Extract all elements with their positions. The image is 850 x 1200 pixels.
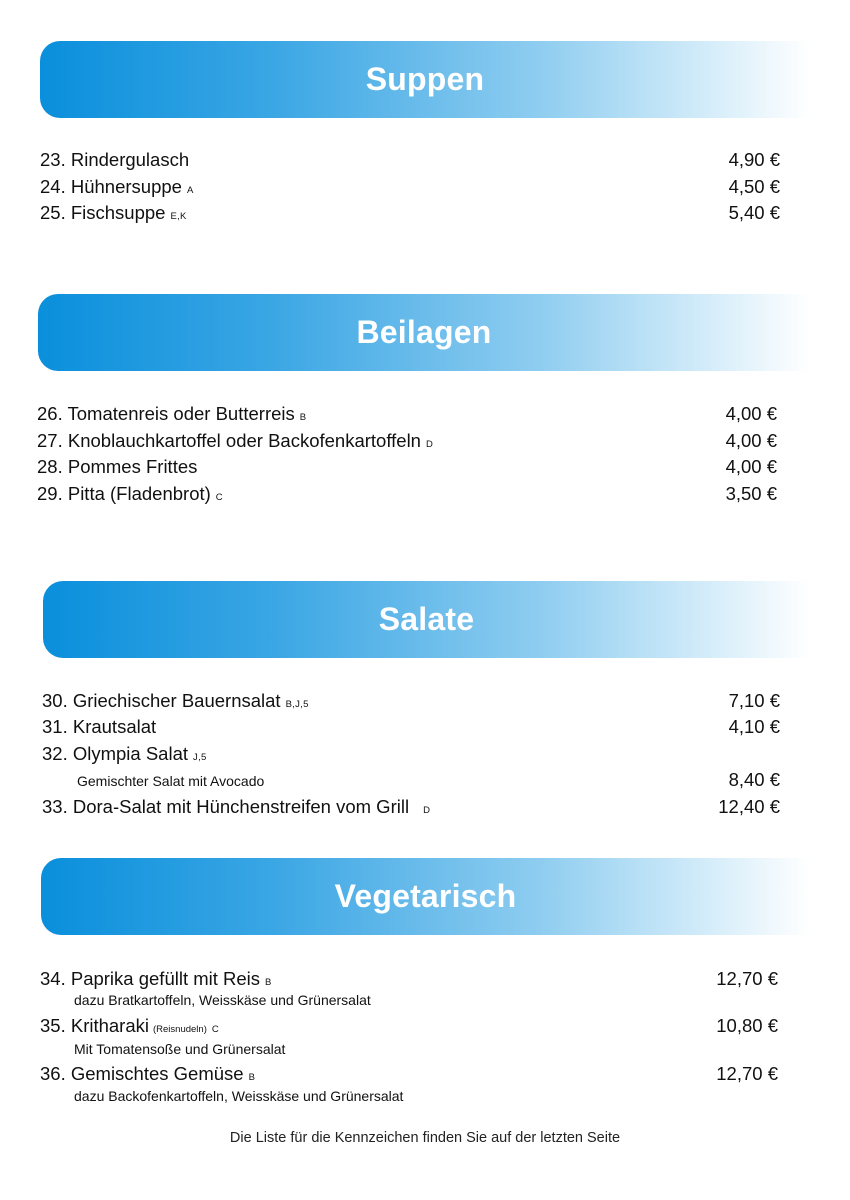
menu-item bbox=[37, 454, 777, 480]
menu-item bbox=[40, 1061, 778, 1087]
item-price: 4,00 € bbox=[725, 456, 777, 477]
menu-item bbox=[42, 714, 780, 740]
item-price: 3,50 € bbox=[725, 483, 777, 504]
item-price: 4,10 € bbox=[728, 716, 780, 737]
menu-item bbox=[40, 174, 780, 200]
item-price: 4,90 € bbox=[728, 149, 780, 170]
item-price: 5,40 € bbox=[728, 202, 780, 223]
item-name: 36. Gemischtes Gemüse bbox=[40, 1063, 244, 1084]
item-description: Mit Tomatensoße und Grünersalat bbox=[74, 1041, 286, 1057]
allergen-code: B bbox=[248, 1072, 256, 1083]
item-note: (Reisnudeln) bbox=[153, 1024, 207, 1035]
item-name: 27. Knoblauchkartoffel oder Backofenkartoffeln bbox=[37, 430, 421, 451]
item-name: 34. Paprika gefüllt mit Reis bbox=[40, 968, 261, 989]
menu-item bbox=[42, 688, 780, 714]
allergen-code: E,K bbox=[170, 211, 187, 222]
item-description: dazu Backofenkartoffeln, Weisskäse und Grünersalat bbox=[74, 1088, 404, 1104]
menu-item bbox=[37, 481, 777, 507]
item-price: 12,70 € bbox=[716, 968, 778, 989]
allergen-code: D bbox=[423, 805, 431, 816]
section-title: Suppen bbox=[365, 61, 485, 97]
item-name: 35. Kritharaki bbox=[40, 1015, 149, 1036]
menu-item bbox=[37, 401, 777, 427]
allergen-code: B bbox=[265, 977, 272, 988]
item-name: 32. Olympia Salat bbox=[42, 743, 189, 764]
menu-item bbox=[40, 200, 780, 226]
item-description: dazu Bratkartoffeln, Weisskäse und Grünersalat bbox=[74, 992, 371, 1008]
item-price: 12,70 € bbox=[716, 1063, 778, 1084]
item-price: 10,80 € bbox=[716, 1015, 778, 1036]
item-name: 26. Tomatenreis oder Butterreis bbox=[37, 403, 295, 424]
section-title: Vegetarisch bbox=[334, 878, 517, 914]
item-name: 24. Hühnersuppe bbox=[40, 176, 182, 197]
allergen-code: D bbox=[425, 439, 434, 450]
allergen-code: B bbox=[299, 412, 307, 423]
item-description: Gemischter Salat mit Avocado bbox=[77, 773, 265, 789]
item-name: 33. Dora-Salat mit Hünchenstreifen vom Grill bbox=[42, 796, 410, 817]
menu-item bbox=[42, 794, 780, 820]
menu-item bbox=[42, 741, 780, 767]
item-price: 4,00 € bbox=[725, 430, 777, 451]
menu-item bbox=[37, 428, 777, 454]
item-name: 31. Krautsalat bbox=[42, 716, 157, 737]
item-name: 25. Fischsuppe bbox=[40, 202, 166, 223]
section-banner-salate bbox=[43, 581, 810, 658]
footer-note: Die Liste für die Kennzeichen finden Sie auf der letzten Seite bbox=[229, 1130, 621, 1146]
menu-item bbox=[40, 147, 780, 173]
item-price: 7,10 € bbox=[728, 690, 780, 711]
menu-item bbox=[40, 1013, 778, 1039]
item-price: 8,40 € bbox=[728, 769, 780, 790]
menu-item-detail bbox=[42, 767, 780, 793]
section-banner-beilagen bbox=[38, 294, 810, 371]
item-name: 30. Griechischer Bauernsalat bbox=[42, 690, 281, 711]
allergen-code: C bbox=[215, 492, 223, 503]
allergen-code: B,J,5 bbox=[285, 699, 309, 710]
section-title: Salate bbox=[378, 601, 475, 637]
allergen-code: A bbox=[186, 185, 194, 196]
section-banner-suppen bbox=[40, 41, 810, 118]
allergen-code: C bbox=[211, 1024, 220, 1035]
section-banner-vegetarisch bbox=[41, 858, 810, 935]
item-name: 28. Pommes Frittes bbox=[37, 456, 198, 477]
item-price: 4,50 € bbox=[728, 176, 780, 197]
allergen-code: J,5 bbox=[193, 752, 207, 763]
section-title: Beilagen bbox=[356, 314, 492, 350]
item-price: 12,40 € bbox=[718, 796, 780, 817]
item-name: 29. Pitta (Fladenbrot) bbox=[37, 483, 211, 504]
item-price: 4,00 € bbox=[725, 403, 777, 424]
item-name: 23. Rindergulasch bbox=[40, 149, 190, 170]
menu-item bbox=[40, 966, 778, 992]
